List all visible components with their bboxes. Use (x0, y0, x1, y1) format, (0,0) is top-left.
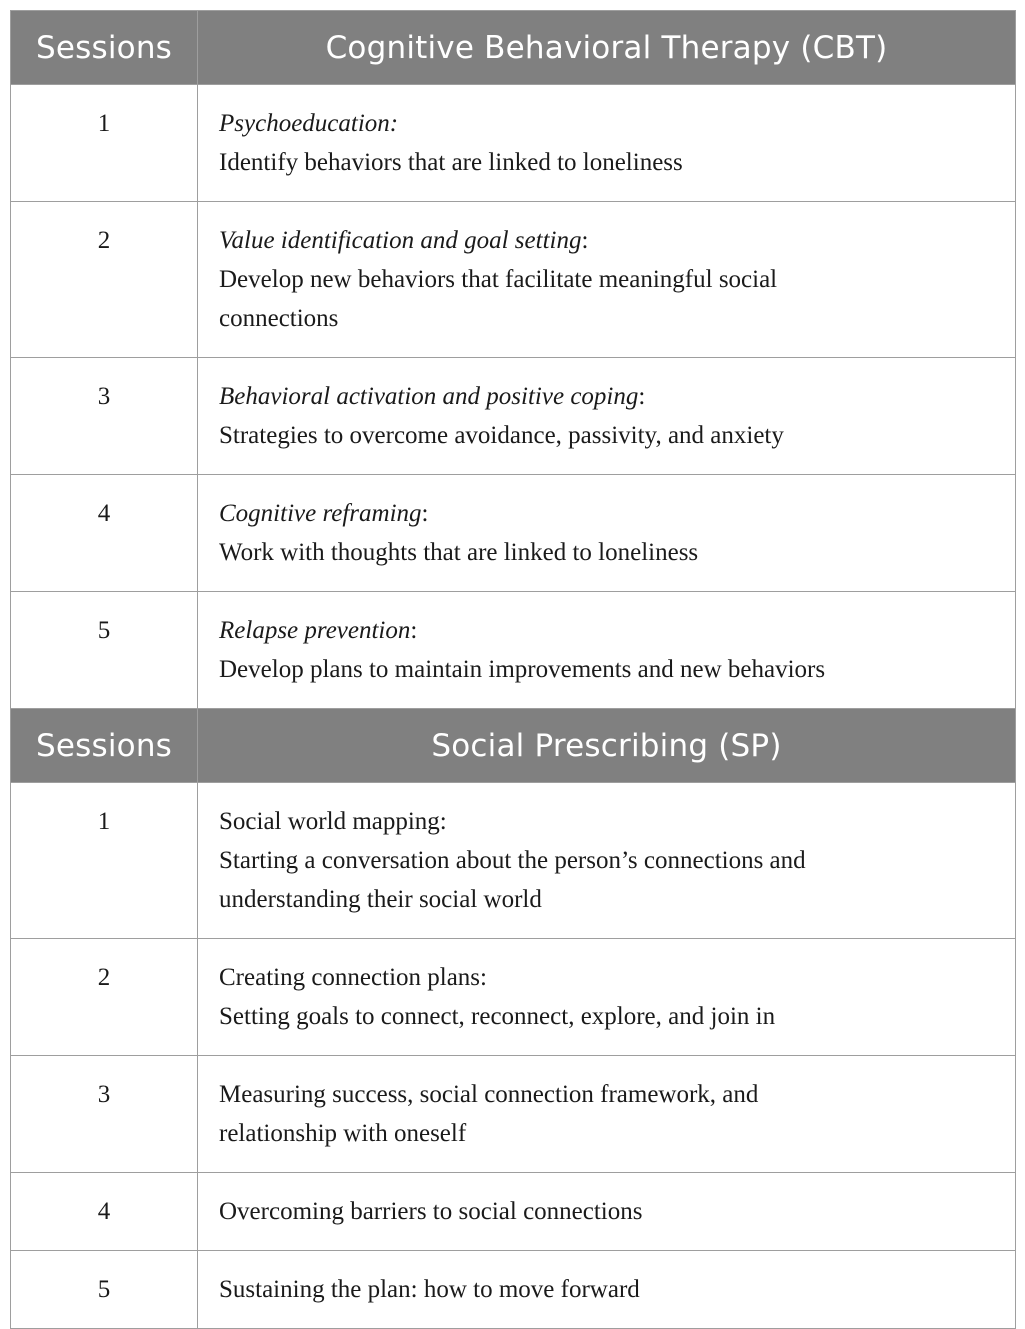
cbt-row (11, 592, 1016, 709)
session-description (198, 85, 1016, 202)
session-number: 3 (11, 1056, 198, 1173)
cbt-header-sessions: Sessions (11, 11, 198, 85)
session-number: 4 (11, 475, 198, 592)
session-number: 5 (11, 1251, 198, 1329)
session-body: Develop plans to maintain improvements and new behaviors (219, 656, 826, 683)
session-description (198, 202, 1016, 358)
session-number: 5 (11, 592, 198, 709)
session-title: Relapse prevention: (219, 617, 418, 644)
cbt-row (11, 475, 1016, 592)
session-number: 3 (11, 358, 198, 475)
session-body: Setting goals to connect, reconnect, explore, and join in (219, 1003, 776, 1030)
session-body: Identify behaviors that are linked to loneliness (219, 149, 683, 176)
session-title: Psychoeducation: (219, 110, 399, 137)
sp-row (11, 1251, 1016, 1329)
session-description (198, 592, 1016, 709)
sp-row (11, 783, 1016, 939)
session-number: 2 (11, 202, 198, 358)
sp-header-row (11, 709, 1016, 783)
session-description (198, 1173, 1016, 1251)
session-number: 4 (11, 1173, 198, 1251)
session-body: Sustaining the plan: how to move forward (219, 1276, 640, 1303)
sp-row (11, 1056, 1016, 1173)
session-number: 1 (11, 85, 198, 202)
session-title: Creating connection plans: (219, 964, 487, 991)
session-body: Overcoming barriers to social connections (219, 1198, 643, 1225)
cbt-header-row (11, 11, 1016, 85)
session-title: Cognitive reframing: (219, 500, 429, 527)
session-description (198, 1251, 1016, 1329)
session-title: Value identification and goal setting: (219, 227, 589, 254)
cbt-header-title: Cognitive Behavioral Therapy (CBT) (198, 11, 1016, 85)
session-description (198, 1056, 1016, 1173)
session-body: Work with thoughts that are linked to loneliness (219, 539, 699, 566)
session-body: Starting a conversation about the person’s connections and understanding their social world (219, 847, 806, 913)
cbt-row (11, 358, 1016, 475)
session-body: Develop new behaviors that facilitate meaningful social connections (219, 266, 778, 332)
session-description (198, 783, 1016, 939)
cbt-row (11, 85, 1016, 202)
session-number: 2 (11, 939, 198, 1056)
session-description (198, 358, 1016, 475)
session-description (198, 475, 1016, 592)
session-body: Measuring success, social connection framework, and relationship with oneself (219, 1081, 759, 1147)
session-title: Behavioral activation and positive coping: (219, 383, 646, 410)
session-description (198, 939, 1016, 1056)
sp-row (11, 939, 1016, 1056)
session-number: 1 (11, 783, 198, 939)
sp-header-sessions: Sessions (11, 709, 198, 783)
sp-row (11, 1173, 1016, 1251)
cbt-row (11, 202, 1016, 358)
session-body: Strategies to overcome avoidance, passivity, and anxiety (219, 422, 784, 449)
sp-header-title: Social Prescribing (SP) (198, 709, 1016, 783)
sessions-table (10, 10, 1016, 1329)
session-title: Social world mapping: (219, 808, 447, 835)
